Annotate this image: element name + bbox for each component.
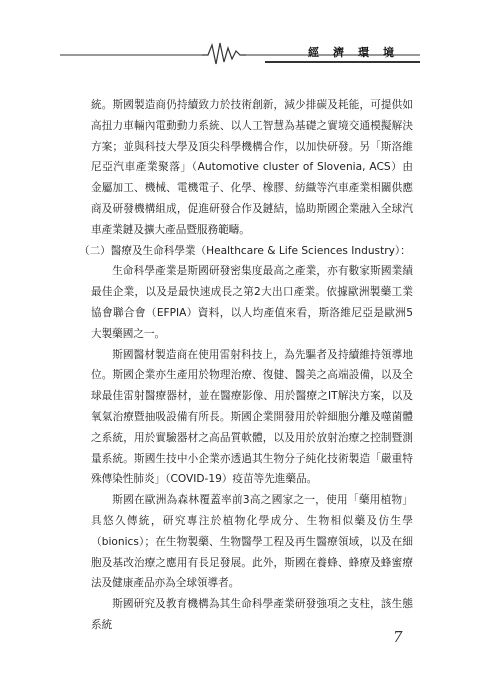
running-header	[60, 40, 420, 66]
paragraph: 生命科學產業是斯國研發密集度最高之產業，亦有數家斯國業績最佳企業，以及是最快速成長之第2大出口產業。依據歐洲製藥工業協會聯合會（EFPIA）資料，以人均產值來看，斯洛維尼亞是歐洲5大製藥國之一。	[91, 265, 413, 340]
page-number: 7	[393, 628, 403, 646]
paragraph: 斯國醫材製造商在使用雷射科技上，為先驅者及持續維持領導地位。斯國企業亦生產用於物理治療、復健、醫美之高端設備，以及全球最佳雷射醫療器材，並在醫療影像、用於醫療之IT解決方案，以及氧氣治療暨抽吸設備有所長。斯國企業開發用於幹細胞分離及噬菌體之系統，用於實驗器材之高品質軟體，以及用於放射治療之控制暨測量系統。斯國生技中小企業亦透過其生物分子純化技術製造「嚴重特殊傳染性肺炎」（COVID-19）疫苗等先進藥品。	[91, 348, 413, 486]
paragraph: 統。斯國製造商仍持續致力於技術創新，減少排碳及耗能，可提供如高扭力車輛內電動動力系統、以人工智慧為基礎之實境交通模擬解決方案；並與科技大學及頂尖科學機構合作，以加快研發。另「斯洛維尼亞汽車產業聚落」（Automotive cluster of Slovenia, ACS）由金屬加工、機械、電機電子、化學、橡膠、紡織等汽車產業相關供應商及研發機構組成，促進研發合作及鏈結，協助斯國企業融入全球汽車產業鏈及擴大產品暨服務範疇。	[91, 99, 413, 236]
section-heading: （二）醫療及生命科學業（Healthcare & Life Sciences Industry）：	[79, 244, 411, 257]
paragraph: 斯國在歐洲為森林覆蓋率前3高之國家之一，使用「藥用植物」具悠久傳統，研究專注於植物化學成分、生物相似藥及仿生學（bionics）；在生物製藥、生物醫學工程及再生醫療領域，以及在細胞及基改治療之應用有長足發展。此外，斯國在養蜂、蜂療及蜂蜜療法及健康產品亦為全球領導者。	[91, 494, 413, 590]
body-text	[79, 95, 413, 636]
paragraph: 斯國研究及教育機構為其生命科學產業研發強項之支柱，該生態系統	[91, 598, 413, 631]
section-title: 經濟環境	[308, 46, 408, 59]
